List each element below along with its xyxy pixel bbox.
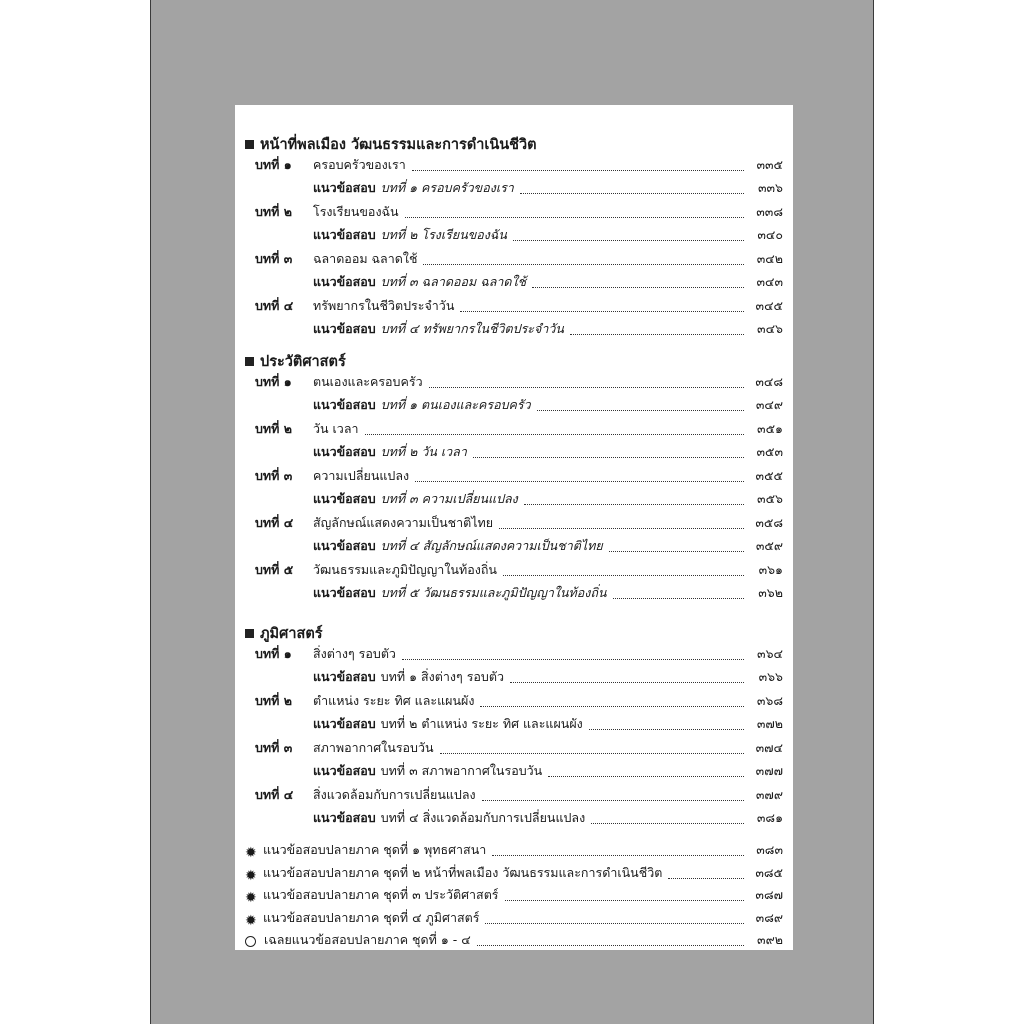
exam-label: แนวข้อสอบ bbox=[313, 274, 376, 289]
section-title: ประวัติศาสตร์ bbox=[260, 353, 346, 370]
dot-leader bbox=[510, 682, 744, 683]
star-burst-icon: ✹ bbox=[245, 890, 257, 906]
final-exam-entry[interactable] bbox=[245, 842, 783, 862]
section-title: หน้าที่พลเมือง วัฒนธรรมและการดำเนินชีวิต bbox=[260, 136, 537, 153]
exam-title-group bbox=[313, 178, 514, 200]
page-number: ๓๘๙ bbox=[755, 909, 783, 925]
chapter-number: บทที่ ๕ bbox=[255, 562, 294, 577]
chapter-entry[interactable] bbox=[255, 298, 783, 318]
exam-entry[interactable] bbox=[313, 810, 783, 830]
dot-leader bbox=[537, 410, 744, 411]
dot-leader bbox=[609, 551, 744, 552]
exam-label: แนวข้อสอบ bbox=[313, 444, 376, 459]
chapter-number: บทที่ ๒ bbox=[255, 421, 293, 436]
exam-title-group bbox=[313, 225, 507, 247]
exam-title-group bbox=[313, 319, 564, 341]
page-number: ๓๕๘ bbox=[755, 515, 783, 530]
section-heading bbox=[245, 350, 346, 372]
square-bullet-icon bbox=[245, 140, 254, 149]
exam-title: บทที่ ๔ สัญลักษณ์แสดงความเป็นชาติไทย bbox=[380, 538, 603, 553]
chapter-entry[interactable] bbox=[255, 740, 783, 760]
chapter-entry[interactable] bbox=[255, 421, 783, 441]
section-title: ภูมิศาสตร์ bbox=[260, 625, 323, 642]
chapter-title: สิ่งแวดล้อมกับการเปลี่ยนแปลง bbox=[313, 787, 476, 802]
exam-title-group bbox=[313, 667, 504, 689]
chapter-number: บทที่ ๑ bbox=[255, 157, 292, 172]
dot-leader bbox=[402, 659, 744, 660]
exam-title-group bbox=[313, 808, 585, 830]
dot-leader bbox=[415, 481, 744, 482]
page-number: ๓๖๔ bbox=[757, 646, 783, 661]
dot-leader bbox=[503, 575, 744, 576]
exam-title: บทที่ ๑ ตนเองและครอบครัว bbox=[380, 397, 531, 412]
chapter-title: สัญลักษณ์แสดงความเป็นชาติไทย bbox=[313, 515, 494, 530]
star-burst-icon: ✹ bbox=[245, 845, 257, 861]
chapter-number: บทที่ ๑ bbox=[255, 646, 292, 661]
page-number: ๓๖๑ bbox=[758, 562, 783, 577]
exam-title: บทที่ ๕ วัฒนธรรมและภูมิปัญญาในท้องถิ่น bbox=[380, 585, 607, 600]
page-number: ๓๔๙ bbox=[755, 397, 783, 412]
page-number: ๓๕๑ bbox=[757, 421, 783, 436]
chapter-entry[interactable] bbox=[255, 157, 783, 177]
chapter-title: วัฒนธรรมและภูมิปัญญาในท้องถิ่น bbox=[313, 562, 497, 577]
page-number: ๓๖๒ bbox=[758, 585, 783, 600]
page-number: ๓๓๘ bbox=[756, 204, 783, 219]
chapter-number: บทที่ ๔ bbox=[255, 515, 294, 530]
chapter-entry[interactable] bbox=[255, 693, 783, 713]
toc-page bbox=[235, 105, 793, 950]
dot-leader bbox=[440, 753, 744, 754]
exam-label: แนวข้อสอบ bbox=[313, 585, 376, 600]
chapter-number: บทที่ ๒ bbox=[255, 693, 293, 708]
chapter-entry[interactable] bbox=[255, 374, 783, 394]
chapter-title: สภาพอากาศในรอบวัน bbox=[313, 740, 434, 755]
exam-title: บทที่ ๒ โรงเรียนของฉัน bbox=[380, 227, 507, 242]
square-bullet-icon bbox=[245, 629, 254, 638]
dot-leader bbox=[499, 528, 744, 529]
exam-entry[interactable] bbox=[313, 538, 783, 558]
exam-entry[interactable] bbox=[313, 669, 783, 689]
chapter-title: ฉลาดออม ฉลาดใช้ bbox=[313, 251, 418, 266]
exam-title: บทที่ ๔ ทรัพยากรในชีวิตประจำวัน bbox=[380, 321, 564, 336]
exam-title: บทที่ ๑ สิ่งต่างๆ รอบตัว bbox=[380, 669, 504, 684]
dot-leader bbox=[668, 878, 744, 879]
page-number: ๓๔๒ bbox=[756, 251, 783, 266]
exam-title: บทที่ ๔ สิ่งแวดล้อมกับการเปลี่ยนแปลง bbox=[380, 810, 586, 825]
chapter-number: บทที่ ๔ bbox=[255, 787, 294, 802]
page-number: ๓๔๖ bbox=[757, 321, 783, 336]
chapter-number: บทที่ ๒ bbox=[255, 204, 293, 219]
exam-entry[interactable] bbox=[313, 491, 783, 511]
dot-leader bbox=[423, 264, 744, 265]
square-bullet-icon bbox=[245, 357, 254, 366]
final-exam-title: แนวข้อสอบปลายภาค ชุดที่ ๓ ประวัติศาสตร์ bbox=[263, 887, 499, 902]
exam-entry[interactable] bbox=[313, 274, 783, 294]
exam-label: แนวข้อสอบ bbox=[313, 763, 376, 778]
exam-title: บทที่ ๓ ฉลาดออม ฉลาดใช้ bbox=[380, 274, 527, 289]
final-exam-entry[interactable] bbox=[245, 887, 783, 907]
page-frame bbox=[150, 0, 874, 1024]
dot-leader bbox=[405, 217, 744, 218]
exam-entry[interactable] bbox=[313, 763, 783, 783]
page-number: ๓๔๘ bbox=[755, 374, 783, 389]
dot-leader bbox=[485, 923, 744, 924]
exam-entry[interactable] bbox=[313, 180, 783, 200]
page-number: ๓๕๕ bbox=[755, 468, 783, 483]
chapter-entry[interactable] bbox=[255, 468, 783, 488]
exam-title-group bbox=[313, 395, 531, 417]
dot-leader bbox=[524, 504, 744, 505]
exam-title-group bbox=[313, 489, 518, 511]
dot-leader bbox=[548, 776, 744, 777]
exam-title-group bbox=[313, 583, 607, 605]
exam-title-group bbox=[313, 714, 583, 736]
chapter-entry[interactable] bbox=[255, 787, 783, 807]
exam-label: แนวข้อสอบ bbox=[313, 669, 376, 684]
page-number: ๓๕๙ bbox=[755, 538, 783, 553]
dot-leader bbox=[477, 945, 744, 946]
exam-title: บทที่ ๓ ความเปลี่ยนแปลง bbox=[380, 491, 518, 506]
exam-label: แนวข้อสอบ bbox=[313, 397, 376, 412]
dot-leader bbox=[492, 855, 744, 856]
page-number: ๓๙๒ bbox=[757, 932, 783, 947]
chapter-title: ตนเองและครอบครัว bbox=[313, 374, 423, 389]
exam-title: บทที่ ๒ วัน เวลา bbox=[380, 444, 467, 459]
page-number: ๓๔๕ bbox=[755, 298, 783, 313]
final-exam-entry[interactable] bbox=[245, 865, 783, 885]
page-number: ๓๘๓ bbox=[756, 842, 783, 857]
chapter-number: บทที่ ๓ bbox=[255, 468, 293, 483]
chapter-number: บทที่ ๓ bbox=[255, 740, 293, 755]
chapter-entry[interactable] bbox=[255, 515, 783, 535]
dot-leader bbox=[412, 170, 744, 171]
exam-title-group bbox=[313, 761, 542, 783]
chapter-entry[interactable] bbox=[255, 646, 783, 666]
exam-label: แนวข้อสอบ bbox=[313, 538, 376, 553]
dot-leader bbox=[429, 387, 744, 388]
chapter-number: บทที่ ๓ bbox=[255, 251, 293, 266]
exam-label: แนวข้อสอบ bbox=[313, 810, 376, 825]
dot-leader bbox=[480, 706, 744, 707]
chapter-number: บทที่ ๔ bbox=[255, 298, 294, 313]
section-heading bbox=[245, 133, 537, 155]
exam-title-group bbox=[313, 272, 526, 294]
page-number: ๓๔๓ bbox=[756, 274, 783, 289]
answer-key-entry[interactable] bbox=[245, 932, 783, 952]
dot-leader bbox=[473, 457, 744, 458]
exam-title: บทที่ ๓ สภาพอากาศในรอบวัน bbox=[380, 763, 543, 778]
page-number: ๓๘๑ bbox=[756, 810, 783, 825]
exam-title: บทที่ ๒ ตำแหน่ง ระยะ ทิศ และแผนผัง bbox=[380, 716, 583, 731]
page-number: ๓๕๓ bbox=[756, 444, 783, 459]
exam-title: บทที่ ๑ ครอบครัวของเรา bbox=[380, 180, 514, 195]
page-number: ๓๗๗ bbox=[755, 763, 783, 778]
page-number: ๓๗๔ bbox=[755, 740, 783, 755]
page-number: ๓๗๒ bbox=[756, 716, 783, 731]
page-number: ๓๖๖ bbox=[758, 669, 783, 684]
dot-leader bbox=[520, 193, 744, 194]
chapter-title: ทรัพยากรในชีวิตประจำวัน bbox=[313, 298, 455, 313]
page-number: ๓๓๖ bbox=[757, 180, 783, 195]
final-exam-title: แนวข้อสอบปลายภาค ชุดที่ ๒ หน้าที่พลเมือง วัฒนธรรมและการดำเนินชีวิต bbox=[263, 864, 663, 880]
page-number: ๓๗๙ bbox=[755, 787, 783, 802]
chapter-title: โรงเรียนของฉัน bbox=[313, 204, 399, 219]
final-exam-entry[interactable] bbox=[245, 910, 783, 930]
page-number: ๓๕๖ bbox=[757, 491, 783, 506]
section-heading bbox=[245, 622, 323, 644]
exam-entry[interactable] bbox=[313, 227, 783, 247]
page-number: ๓๔๐ bbox=[757, 227, 783, 242]
dot-leader bbox=[570, 334, 744, 335]
dot-leader bbox=[513, 240, 744, 241]
dot-leader bbox=[532, 287, 744, 288]
circle-icon bbox=[245, 936, 256, 947]
page-number: ๓๘๕ bbox=[755, 864, 783, 880]
exam-label: แนวข้อสอบ bbox=[313, 716, 376, 731]
answer-key-title: เฉลยแนวข้อสอบปลายภาค ชุดที่ ๑ - ๔ bbox=[264, 932, 471, 947]
page-number: ๓๘๗ bbox=[755, 887, 783, 902]
chapter-entry[interactable] bbox=[255, 204, 783, 224]
dot-leader bbox=[591, 823, 744, 824]
chapter-title: สิ่งต่างๆ รอบตัว bbox=[313, 646, 396, 661]
dot-leader bbox=[505, 900, 744, 901]
page-number: ๓๖๘ bbox=[756, 693, 783, 708]
dot-leader bbox=[613, 598, 744, 599]
chapter-title: ความเปลี่ยนแปลง bbox=[313, 468, 410, 483]
chapter-number: บทที่ ๑ bbox=[255, 374, 292, 389]
chapter-title: วัน เวลา bbox=[313, 421, 359, 436]
star-burst-icon: ✹ bbox=[245, 867, 257, 884]
star-burst-icon: ✹ bbox=[245, 912, 257, 929]
chapter-title: ตำแหน่ง ระยะ ทิศ และแผนผัง bbox=[313, 693, 475, 708]
exam-label: แนวข้อสอบ bbox=[313, 321, 376, 336]
exam-label: แนวข้อสอบ bbox=[313, 491, 376, 506]
exam-title-group bbox=[313, 536, 603, 558]
final-exam-title: แนวข้อสอบปลายภาค ชุดที่ ๔ ภูมิศาสตร์ bbox=[263, 909, 480, 925]
exam-entry[interactable] bbox=[313, 397, 783, 417]
dot-leader bbox=[589, 729, 744, 730]
dot-leader bbox=[365, 434, 744, 435]
exam-entry[interactable] bbox=[313, 444, 783, 464]
page-number: ๓๓๕ bbox=[756, 157, 783, 172]
exam-entry[interactable] bbox=[313, 321, 783, 341]
exam-label: แนวข้อสอบ bbox=[313, 180, 376, 195]
chapter-title: ครอบครัวของเรา bbox=[313, 157, 406, 172]
exam-label: แนวข้อสอบ bbox=[313, 227, 376, 242]
dot-leader bbox=[482, 800, 744, 801]
chapter-entry[interactable] bbox=[255, 562, 783, 582]
dot-leader bbox=[460, 311, 744, 312]
chapter-entry[interactable] bbox=[255, 251, 783, 271]
exam-entry[interactable] bbox=[313, 716, 783, 736]
exam-title-group bbox=[313, 442, 467, 464]
exam-entry[interactable] bbox=[313, 585, 783, 605]
final-exam-title: แนวข้อสอบปลายภาค ชุดที่ ๑ พุทธศาสนา bbox=[263, 842, 487, 857]
